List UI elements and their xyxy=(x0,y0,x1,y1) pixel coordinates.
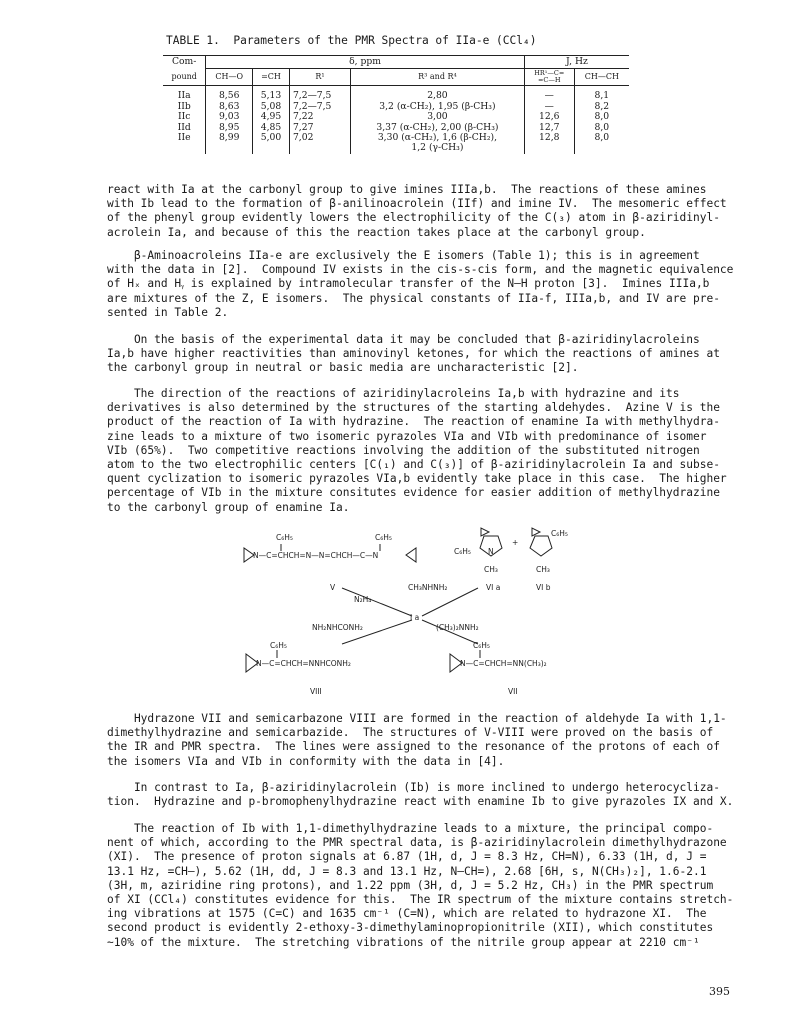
text-line: quent cyclization to isomeric pyrazoles VIa,b evidently take place in this case. The higher xyxy=(107,472,727,486)
pyrazole-ring-vib xyxy=(530,536,552,556)
text-line: of XI (CCl₄) constitutes evidence for this. The IR spectrum of the mixture contains stretch- xyxy=(107,893,734,907)
viii-formula: N—C=CHCH=NNHCONH₂ xyxy=(256,659,351,668)
text-line: (3H, m, aziridine ring protons), and 1.22 ppm (3H, d, J = 5.2 Hz, CH₃) in the PMR spectrum xyxy=(107,878,714,892)
reagent-dimethylhydrazine: (CH₃)₂NNH₂ xyxy=(436,623,479,632)
text-line: sented in Table 2. xyxy=(107,305,229,319)
v-substituent-right: C₆H₅ xyxy=(375,533,392,542)
via-phenyl: C₆H₅ xyxy=(454,547,471,556)
header-compound-line2: pound xyxy=(163,69,206,86)
paragraph-dimethylhydrazine xyxy=(107,822,743,950)
vib-label: VI b xyxy=(536,583,551,592)
vib-methyl: CH₃ xyxy=(536,565,550,574)
reaction-scheme-svg xyxy=(240,528,568,704)
header-r3r4: R³ and R⁴ xyxy=(351,69,525,86)
header-hz-group: J, Hz xyxy=(524,56,629,69)
paragraph-hydrazones xyxy=(107,712,743,769)
text-line: (XI). The presence of proton signals at 6.87 (1H, d, J = 8.3 Hz, CH=N), 6.33 (1H, d, J = xyxy=(107,850,707,864)
paragraph-imines xyxy=(107,183,743,240)
v-formula: N—C=CHCH=N—N=CHCH—C—N xyxy=(253,551,379,560)
header-r1: R¹ xyxy=(289,69,350,86)
reagent-methylhydrazine: CH₃NHNH₂ xyxy=(408,583,448,592)
vii-substituent: C₆H₅ xyxy=(473,641,490,650)
table-row: IIe 8,99 5,00 7,02 3,30 (α-CH₂), 1,6 (β-CH₂), 1,2 (γ-CH₃) 12,8 8,0 xyxy=(163,133,629,154)
text-line: β-Aminoacroleins IIa-e are exclusively the E isomers (Table 1); this is in agreement xyxy=(107,249,700,262)
text-line: of the phenyl group evidently lowers the electrophilicity of the C(₃) atom in β-aziridinyl- xyxy=(107,211,720,225)
text-line: are mixtures of the Z, E isomers. The physical constants of IIa-f, IIIa,b, and IV are pre- xyxy=(107,291,720,305)
text-line: In contrast to Ia, β-aziridinylacrolein (Ib) is more inclined to undergo heterocycliza- xyxy=(107,781,720,794)
vii-label: VII xyxy=(508,687,518,696)
table-row: IIb 8,63 5,08 7,2—7,5 3,2 (α-CH₂), 1,95 (β-CH₃) — 8,2 xyxy=(163,102,629,112)
text-line: second product is evidently 2-ethoxy-3-dimethylaminopropionitrile (XII), which constitutes xyxy=(107,921,714,935)
paragraph-reactivity xyxy=(107,333,743,376)
via-nitrogen: N xyxy=(488,547,494,556)
text-line: of Hₓ and Hᵧ is explained by intramolecular transfer of the N—H proton [3]. Imines IIIa,b xyxy=(107,277,710,291)
text-line: with the data in [2]. Compound IV exists in the cis-s-cis form, and the magnetic equivalence xyxy=(107,263,734,277)
text-line: ing vibrations at 1575 (C=C) and 1635 cm⁻¹ (C=N), which are related to hydrazone XI. The xyxy=(107,907,707,921)
paragraph-hydrazine-reactions xyxy=(107,387,743,515)
aziridine-ring-right xyxy=(406,548,416,562)
text-line: percentage of VIb in the mixture consitutes evidence for easier addition of methylhydrazine xyxy=(107,486,720,500)
header-j1: HR¹—C= =C—H xyxy=(524,69,574,86)
vii-formula: N—C=CHCH=NN(CH₃)₂ xyxy=(460,659,547,668)
reagent-hydrazine: N₂H₄ xyxy=(354,595,372,604)
text-line: dimethylhydrazine and semicarbazide. The structures of V-VIII were proved on the basis of xyxy=(107,726,714,740)
paragraph-heterocyclization xyxy=(107,781,743,809)
center-compound-label: I a xyxy=(410,613,420,622)
via-methyl: CH₃ xyxy=(484,565,498,574)
text-line: derivatives is also determined by the structures of the starting aldehydes. Azine V is the xyxy=(107,401,720,415)
page-number: 395 xyxy=(709,985,730,998)
vib-phenyl: C₆H₅ xyxy=(551,529,568,538)
header-cho: CH—O xyxy=(206,69,253,86)
plus-sign: + xyxy=(512,538,519,547)
table-row: IIa 8,56 5,13 7,2—7,5 2,80 — 8,1 xyxy=(163,86,629,102)
viii-label: VIII xyxy=(310,687,322,696)
table-caption: TABLE 1. Parameters of the PMR Spectra of IIa-e (CCl₄) xyxy=(166,34,537,47)
text-line: Ia,b have higher reactivities than aminovinyl ketones, for which the reactions of amines at xyxy=(107,347,720,361)
text-line: On the basis of the experimental data it may be concluded that β-aziridinylacroleins xyxy=(107,333,700,346)
text-line: the IR and PMR spectra. The lines were assigned to the resonance of the protons of each of xyxy=(107,740,720,754)
paragraph-aminoacroleins xyxy=(107,249,743,320)
text-line: the carbonyl group in neutral or basic media are uncharacteristic [2]. xyxy=(107,361,579,375)
v-label: V xyxy=(330,583,336,592)
text-line: zine leads to a mixture of two isomeric pyrazoles VIa and VIb with predominance of isomer xyxy=(107,429,707,443)
text-line: nent of which, according to the PMR spectral data, is β-aziridinylacrolein dimethylhydrazone xyxy=(107,836,727,850)
v-substituent-left: C₆H₅ xyxy=(276,533,293,542)
text-line: to the carbonyl group of enamine Ia. xyxy=(107,500,350,514)
header-ppm-group: δ, ppm xyxy=(206,56,524,69)
text-line: acrolein Ia, and because of this the reaction takes place at the carbonyl group. xyxy=(107,225,646,239)
text-line: tion. Hydrazine and p-bromophenylhydrazine react with enamine Ib to give pyrazoles IX and X. xyxy=(107,795,734,809)
text-line: product of the reaction of Ia with hydrazine. The reaction of enamine Ia with methylhydra- xyxy=(107,415,720,429)
text-line: The direction of the reactions of aziridinylacroleins Ia,b with hydrazine and its xyxy=(107,387,680,400)
text-line: atom to the two electrophilic centers [C(₁) and C(₃)] of β-aziridinylacrolein Ia and subse- xyxy=(107,458,720,472)
pmr-parameters-table xyxy=(163,55,629,154)
table-row: IIc 9,03 4,95 7,22 3,00 12,6 8,0 xyxy=(163,112,629,122)
text-line: ~10% of the mixture. The stretching vibrations of the nitrile group appear at 2210 cm⁻¹ xyxy=(107,935,700,949)
text-line: 13.1 Hz, =CH—), 5.62 (1H, dd, J = 8.3 and 13.1 Hz, N—CH=), 2.68 [6H, s, N(CH₃)₂], 1.6-2.1 xyxy=(107,864,707,878)
reagent-semicarbazide: NH₂NHCONH₂ xyxy=(312,623,363,632)
text-line: The reaction of Ib with 1,1-dimethylhydrazine leads to a mixture, the principal compo- xyxy=(107,822,714,835)
header-j2: CH—CH xyxy=(574,69,629,86)
header-ch: =CH xyxy=(253,69,290,86)
text-line: the isomers VIa and VIb in conformity with the data in [4]. xyxy=(107,754,505,768)
reaction-scheme xyxy=(240,528,568,704)
text-line: with Ib lead to the formation of β-anilinoacrolein (IIf) and imine IV. The mesomeric effect xyxy=(107,197,727,211)
table-row: IId 8,95 4,85 7,27 3,37 (α-CH₂), 2,00 (β-CH₃) 12,7 8,0 xyxy=(163,123,629,133)
header-compound: Com- xyxy=(163,56,206,69)
text-line: VIb (65%). Two competitive reactions involving the addition of the substituted nitrogen xyxy=(107,443,700,457)
text-line: Hydrazone VII and semicarbazone VIII are formed in the reaction of aldehyde Ia with 1,1- xyxy=(107,712,727,725)
via-label: VI a xyxy=(486,583,501,592)
viii-substituent: C₆H₅ xyxy=(270,641,287,650)
text-line: react with Ia at the carbonyl group to give imines IIIa,b. The reactions of these amines xyxy=(107,183,707,196)
